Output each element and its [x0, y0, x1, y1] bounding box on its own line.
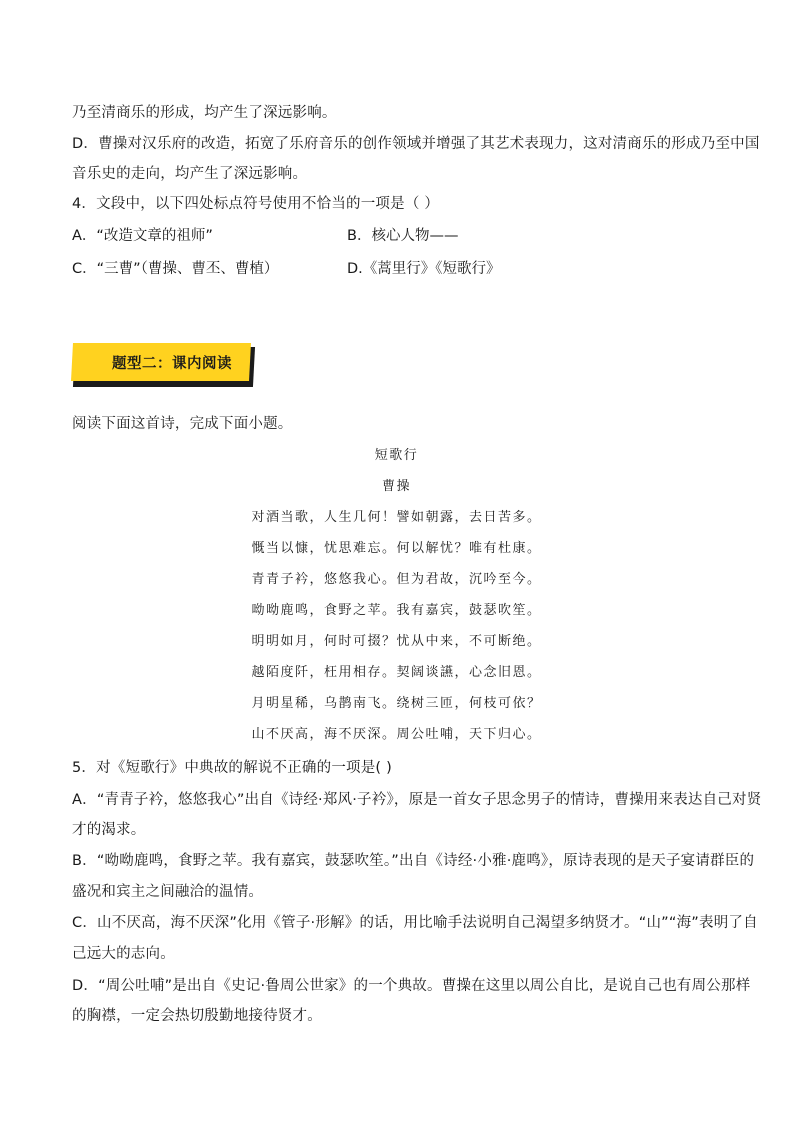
- poem-line: 山不厌高，海不厌深。周公吐哺，天下归心。: [251, 727, 542, 742]
- question-4-option-d: D.《蒿里行》《短歌行》: [347, 261, 501, 277]
- poem-line: 明明如月，何时可掇？忧从中来，不可断绝。: [251, 634, 542, 649]
- poem-line: 慨当以慷，忧思难忘。何以解忧？唯有杜康。: [251, 541, 542, 556]
- poem-line: 月明星稀，乌鹊南飞。绕树三匝，何枝可依？: [251, 696, 542, 711]
- question-5-option-d: D．“周公吐哺”是出自《史记·鲁周公世家》的一个典故。曹操在这里以周公自比，是说自己也有周公那样: [72, 978, 751, 994]
- question-5-option-b-cont: 盛况和宾主之间融洽的温情。: [72, 884, 264, 900]
- question-5-option-c-cont: 己远大的志向。: [72, 946, 175, 962]
- question-5-option-d-cont: 的胸襟，一定会热切殷勤地接待贤才。: [72, 1008, 322, 1024]
- question-4-stem: 4．文段中，以下四处标点符号使用不恰当的一项是（ ）: [72, 196, 440, 212]
- question-5-option-c: C．山不厌高，海不厌深”化用《管子·形解》的话，用比喻手法说明自己渴望多纳贤才。“山”“海”表明了自: [72, 915, 758, 931]
- question-4-option-a: A．“改造文章的祖师”: [72, 228, 213, 244]
- question-5-option-a: A．“青青子衿，悠悠我心”出自《诗经·郑风·子衿》，原是一首女子思念男子的情诗，曹操用来表达自己对贤: [72, 792, 762, 808]
- question-5-option-b: B．“呦呦鹿鸣，食野之苹。我有嘉宾，鼓瑟吹笙。”出自《诗经·小雅·鹿鸣》，原诗表现的是天子宴请群臣的: [72, 853, 755, 869]
- reading-instruction: 阅读下面这首诗，完成下面小题。: [72, 416, 293, 432]
- poem-line: 越陌度阡，枉用相存。契阔谈讌，心念旧恩。: [251, 665, 542, 680]
- question-5-option-a-cont: 才的渴求。: [72, 822, 146, 838]
- question-4-option-b: B．核心人物——: [347, 228, 459, 244]
- text-line: 音乐史的走向，均产生了深远影响。: [72, 166, 308, 182]
- poem-author: 曹操: [381, 479, 411, 494]
- poem-line: 对酒当歌，人生几何！譬如朝露，去日苦多。: [251, 510, 542, 525]
- section-title: 题型二：课内阅读: [112, 356, 232, 372]
- question-5-stem: 5．对《短歌行》中典故的解说不正确的一项是( ): [72, 760, 392, 776]
- poem-line: 青青子衿，悠悠我心。但为君故，沉吟至今。: [251, 572, 542, 587]
- question-4-option-c: C．“三曹”（曹操、曹丕、曹植）: [72, 261, 279, 277]
- poem-line: 呦呦鹿鸣，食野之苹。我有嘉宾，鼓瑟吹笙。: [251, 603, 542, 618]
- section-banner: [72, 343, 258, 389]
- poem-title: 短歌行: [374, 448, 419, 463]
- text-line: D．曹操对汉乐府的改造，拓宽了乐府音乐的创作领域并增强了其艺术表现力，这对清商乐的形成乃至中国: [72, 136, 760, 152]
- text-line: 乃至清商乐的形成，均产生了深远影响。: [72, 105, 337, 121]
